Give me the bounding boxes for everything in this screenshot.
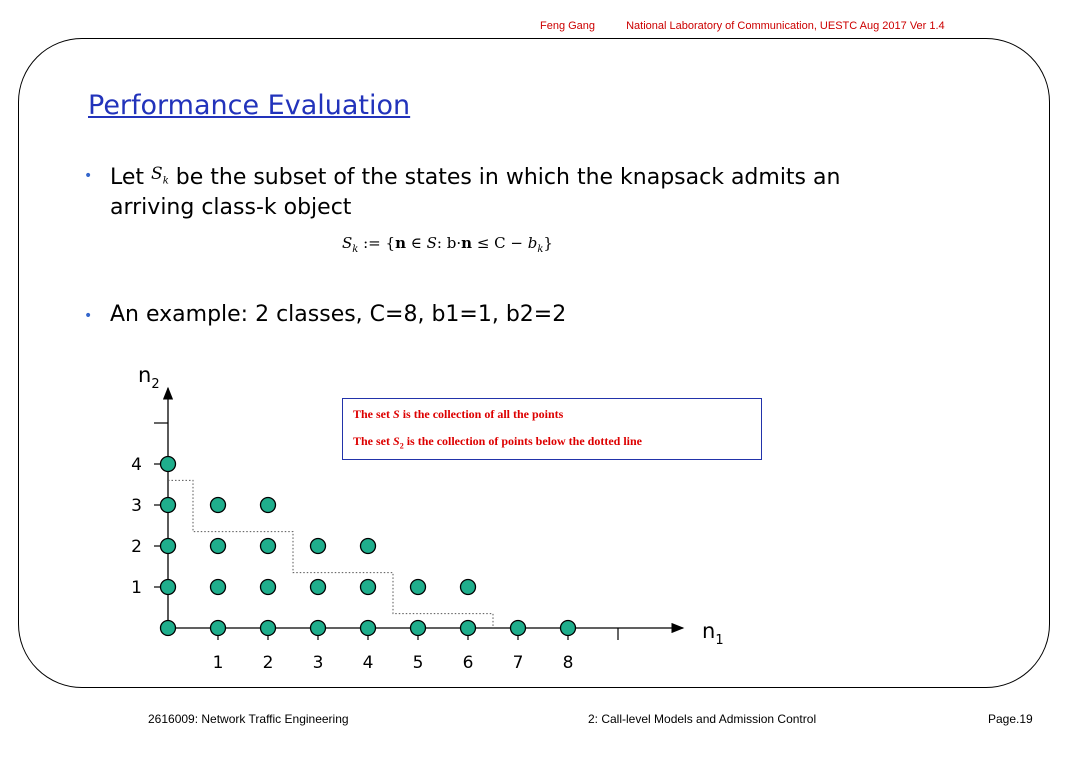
x-tick-label: 8 (562, 653, 574, 673)
y-tick-label: 3 (131, 496, 142, 516)
state-point (311, 539, 326, 554)
state-point (261, 498, 276, 513)
x-tick-label: 7 (512, 653, 524, 673)
footer-course: 2616009: Network Traffic Engineering (148, 712, 349, 726)
state-point (361, 580, 376, 595)
state-point (461, 580, 476, 595)
state-point (411, 621, 426, 636)
y-axis-label: $n_2$ (138, 363, 160, 392)
state-point (311, 621, 326, 636)
x-tick-label: 1 (212, 653, 224, 673)
x-axis-label: $n_1$ (702, 619, 724, 648)
bullet2-text: An example: 2 classes, C=8, b1=1, b2=2 (110, 302, 567, 327)
bullet1-pre: Let (110, 165, 145, 190)
x-tick-label: 4 (362, 653, 374, 673)
callout-line-2: The set $S_2$ is the collection of points below the dotted line (353, 434, 643, 451)
state-point (411, 580, 426, 595)
bullet-line-2: arriving class-k object (110, 195, 352, 220)
x-tick-label: 3 (312, 653, 324, 673)
state-point (161, 580, 176, 595)
bullet1-post: be the subset of the states in which the knapsack admits an (175, 165, 841, 190)
bullet-dot-icon: • (84, 308, 93, 324)
state-point (511, 621, 526, 636)
state-point (361, 621, 376, 636)
state-point (261, 621, 276, 636)
y-tick-label: 4 (131, 455, 142, 475)
bullet1-symbol: Sk (151, 164, 169, 187)
state-point (161, 498, 176, 513)
y-tick-label: 1 (131, 578, 142, 598)
bullet-dot-icon: • (84, 168, 93, 184)
state-point (211, 621, 226, 636)
state-point (211, 539, 226, 554)
state-point (261, 580, 276, 595)
subset-formula: $S_k$ := {n ∈ S: $b\cdot n \le C - b_k$} (342, 234, 553, 255)
state-point (161, 457, 176, 472)
state-point (211, 498, 226, 513)
header-author: Feng Gang (540, 20, 596, 32)
footer-page: Page.19 (988, 712, 1033, 726)
x-tick-label: 5 (412, 653, 424, 673)
state-point (161, 621, 176, 636)
state-point (161, 539, 176, 554)
legend-callout (342, 398, 762, 460)
footer-chapter: 2: Call-level Models and Admission Control (588, 712, 817, 726)
x-tick-label: 6 (462, 653, 474, 673)
state-point (361, 539, 376, 554)
callout-line-1: The set S is the collection of all the points (353, 407, 564, 421)
slide-title: Performance Evaluation (88, 90, 411, 121)
state-point (561, 621, 576, 636)
state-point (211, 580, 226, 595)
header-affiliation: National Laboratory of Communication, UESTC Aug 2017 Ver 1.4 (626, 20, 945, 32)
state-point (261, 539, 276, 554)
state-point (311, 580, 326, 595)
y-tick-label: 2 (131, 537, 142, 557)
state-point (461, 621, 476, 636)
x-tick-label: 2 (262, 653, 274, 673)
